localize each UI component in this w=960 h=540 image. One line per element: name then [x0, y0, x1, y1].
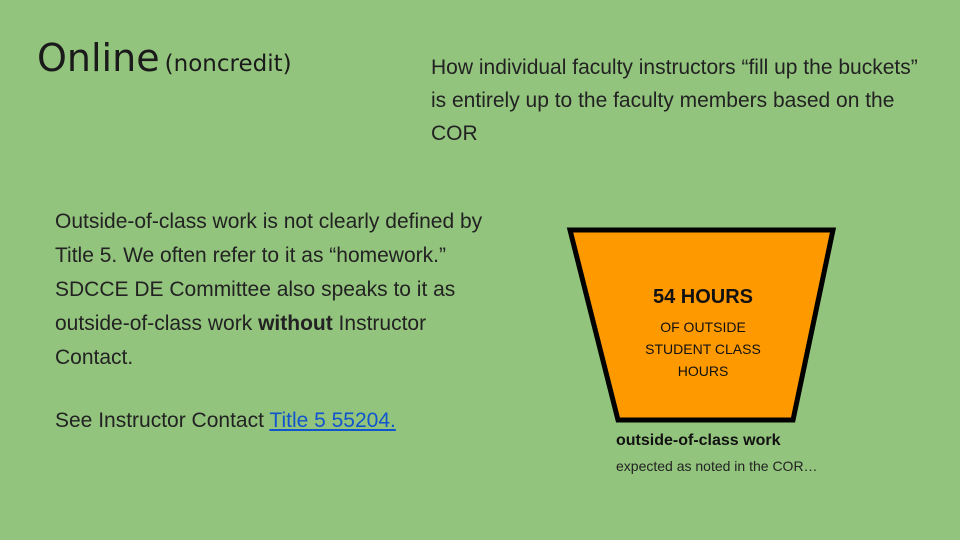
bucket-caption: outside-of-class work — [616, 432, 781, 449]
body-paragraph — [55, 205, 495, 375]
title-subtitle: (noncredit) — [164, 51, 292, 77]
page-title — [37, 36, 292, 80]
title5-link[interactable]: Title 5 55204. — [269, 409, 396, 432]
see-prefix: See Instructor Contact — [55, 409, 270, 432]
bucket-caption-sub: expected as noted in the COR… — [616, 458, 818, 474]
bucket-hours-label: 54 HOURS — [652, 286, 754, 308]
body-text-bold: without — [258, 312, 333, 335]
bucket-line-1: OF OUTSIDE — [660, 319, 746, 335]
body-text-part1: Outside-of-class work is not clearly defined by Title 5. We often refer to it as “homework.” SDCCE DE Committee also speaks to it as outside-of-class work — [55, 210, 483, 335]
body-text-part2: Instructor Contact. — [55, 312, 427, 369]
intro-text: How individual faculty instructors “fill up the buckets” is entirely up to the faculty members based on the COR — [431, 56, 918, 145]
bucket-line-2: STUDENT CLASS — [645, 341, 761, 357]
see-reference — [55, 404, 495, 438]
title-main: Online — [37, 36, 160, 80]
bucket-description — [603, 316, 803, 382]
bucket-line-3: HOURS — [677, 363, 729, 379]
